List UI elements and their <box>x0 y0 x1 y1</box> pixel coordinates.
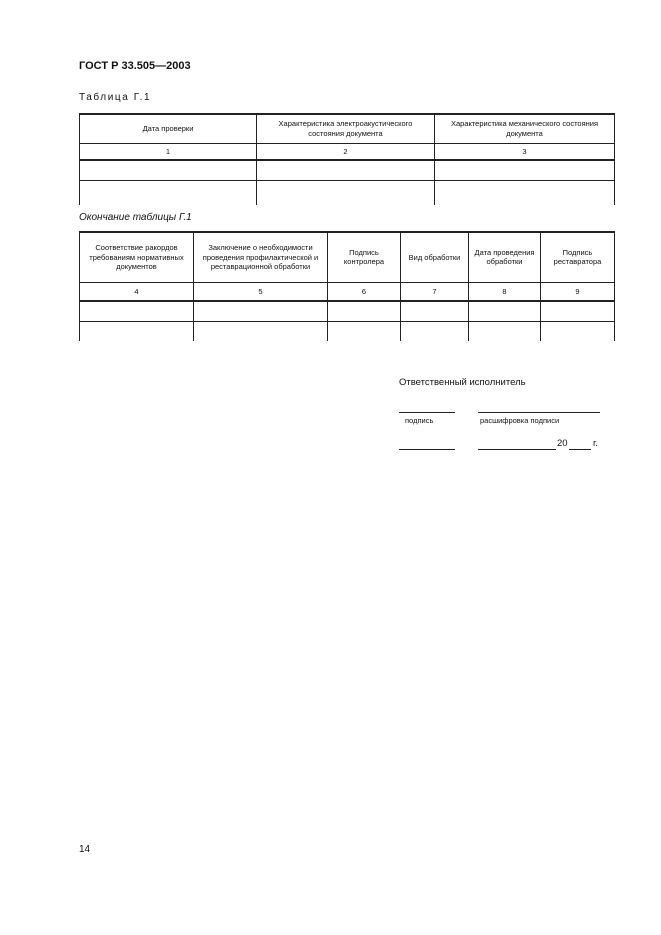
empty-cell <box>469 301 541 321</box>
column-number: 8 <box>469 282 541 301</box>
year-suffix: г. <box>593 438 598 449</box>
table-header-row <box>80 232 615 282</box>
header-cell: Подпись реставратора <box>541 232 615 282</box>
table-g1 <box>79 113 615 205</box>
empty-cell <box>194 301 328 321</box>
table-row <box>80 301 615 321</box>
empty-cell <box>541 321 615 341</box>
table-header-row <box>80 114 615 143</box>
empty-cell <box>469 321 541 341</box>
header-cell: Характеристика электроакустического состояния документа <box>257 114 435 143</box>
continuation-caption: Окончание таблицы Г.1 <box>79 212 192 223</box>
header-cell: Характеристика механического состояния документа <box>435 114 615 143</box>
year-prefix: 20 <box>557 438 568 449</box>
signature-line <box>399 412 455 413</box>
table-g1-continuation <box>79 231 615 341</box>
responsible-executor-title: Ответственный исполнитель <box>399 377 526 388</box>
table-row <box>80 160 615 180</box>
name-decoding-label: расшифровка подписи <box>480 416 560 425</box>
header-cell: Дата проведения обработки <box>469 232 541 282</box>
empty-cell <box>194 321 328 341</box>
name-decoding-line <box>478 412 600 413</box>
empty-cell <box>401 321 469 341</box>
header-cell: Заключение о необходимости проведения профилактической и реставрационной обработки <box>194 232 328 282</box>
empty-cell <box>328 301 401 321</box>
empty-cell <box>80 301 194 321</box>
column-number: 2 <box>257 143 435 160</box>
empty-cell <box>80 160 257 180</box>
header-cell: Вид обработки <box>401 232 469 282</box>
empty-cell <box>401 301 469 321</box>
date-day-month-line <box>478 449 556 450</box>
empty-cell <box>435 180 615 205</box>
empty-cell <box>257 160 435 180</box>
year-line <box>569 449 591 450</box>
empty-cell <box>80 321 194 341</box>
date-line <box>399 449 455 450</box>
table-caption: Таблица Г.1 <box>79 92 152 103</box>
header-cell: Соответствие ракордов требованиям нормативных документов <box>80 232 194 282</box>
header-cell: Подпись контролера <box>328 232 401 282</box>
column-number-row <box>80 282 615 301</box>
page-number: 14 <box>79 844 91 855</box>
table-row <box>80 180 615 205</box>
empty-cell <box>541 301 615 321</box>
signature-label: подпись <box>405 416 434 425</box>
column-number: 1 <box>80 143 257 160</box>
column-number: 5 <box>194 282 328 301</box>
document-title: ГОСТ Р 33.505—2003 <box>79 60 191 72</box>
empty-cell <box>328 321 401 341</box>
column-number: 3 <box>435 143 615 160</box>
empty-cell <box>435 160 615 180</box>
header-cell: Дата проверки <box>80 114 257 143</box>
column-number: 9 <box>541 282 615 301</box>
column-number: 7 <box>401 282 469 301</box>
column-number-row <box>80 143 615 160</box>
empty-cell <box>80 180 257 205</box>
column-number: 6 <box>328 282 401 301</box>
column-number: 4 <box>80 282 194 301</box>
table-row <box>80 321 615 341</box>
empty-cell <box>257 180 435 205</box>
